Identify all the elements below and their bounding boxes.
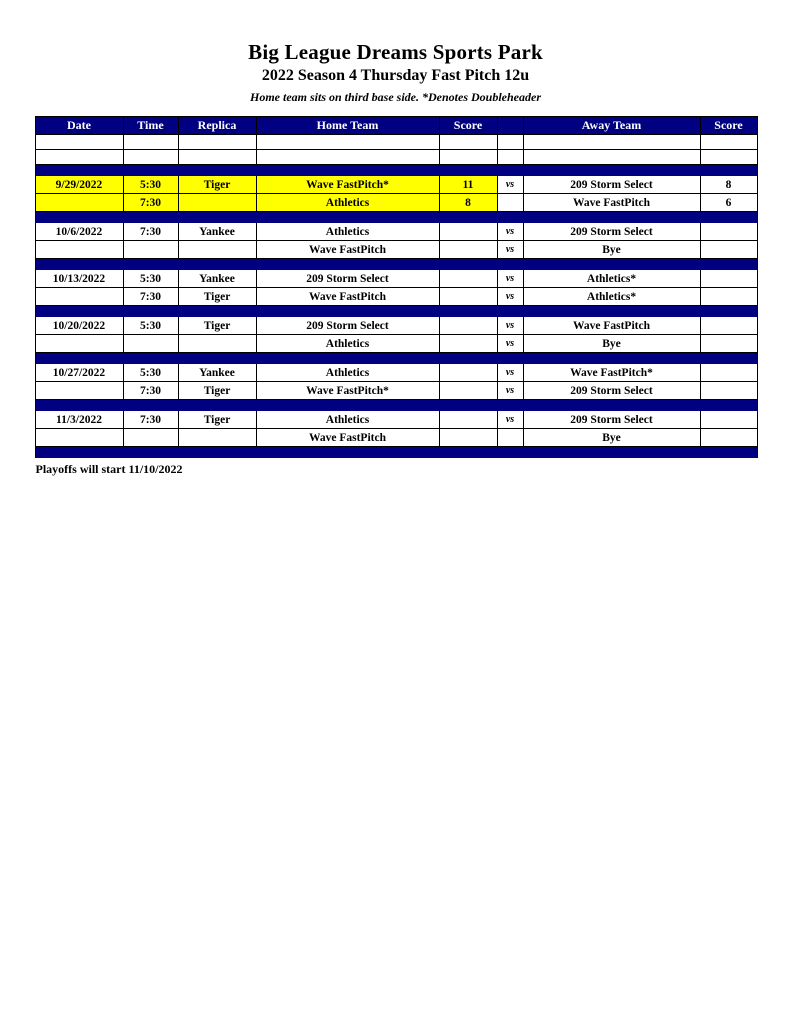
cell-score-home xyxy=(439,429,497,447)
blank-cell xyxy=(35,135,123,150)
column-header-time: Time xyxy=(123,117,178,135)
cell-replica: Yankee xyxy=(178,364,256,382)
cell-score-away xyxy=(700,270,757,288)
cell-away-team: Bye xyxy=(523,335,700,353)
table-row xyxy=(35,176,757,194)
cell-replica: Yankee xyxy=(178,270,256,288)
cell-vs: vs xyxy=(497,317,523,335)
cell-replica: Tiger xyxy=(178,317,256,335)
cell-vs: vs xyxy=(497,241,523,259)
cell-date: 10/6/2022 xyxy=(35,223,123,241)
separator-cell xyxy=(35,353,757,364)
table-separator-row xyxy=(35,306,757,317)
cell-date xyxy=(35,429,123,447)
cell-home-team: Wave FastPitch* xyxy=(256,176,439,194)
cell-replica: Tiger xyxy=(178,382,256,400)
cell-score-away xyxy=(700,364,757,382)
table-row xyxy=(35,194,757,212)
table-row xyxy=(35,382,757,400)
table-separator-row xyxy=(35,400,757,411)
separator-cell xyxy=(35,259,757,270)
blank-cell xyxy=(256,150,439,165)
cell-away-team: Wave FastPitch xyxy=(523,317,700,335)
table-row xyxy=(35,270,757,288)
table-separator-row xyxy=(35,212,757,223)
cell-vs: vs xyxy=(497,382,523,400)
cell-vs: vs xyxy=(497,364,523,382)
cell-home-team: Athletics xyxy=(256,223,439,241)
cell-score-home xyxy=(439,364,497,382)
cell-time: 7:30 xyxy=(123,288,178,306)
cell-home-team: Wave FastPitch xyxy=(256,241,439,259)
cell-score-away xyxy=(700,241,757,259)
cell-date: 10/27/2022 xyxy=(35,364,123,382)
blank-cell xyxy=(178,150,256,165)
cell-date xyxy=(35,288,123,306)
cell-score-away xyxy=(700,288,757,306)
page-title: Big League Dreams Sports Park xyxy=(248,40,543,64)
cell-replica xyxy=(178,194,256,212)
cell-date: 11/3/2022 xyxy=(35,411,123,429)
cell-home-team: Athletics xyxy=(256,411,439,429)
table-row xyxy=(35,411,757,429)
cell-time: 7:30 xyxy=(123,223,178,241)
cell-time xyxy=(123,335,178,353)
cell-date xyxy=(35,241,123,259)
cell-home-team: 209 Storm Select xyxy=(256,317,439,335)
cell-away-team: Bye xyxy=(523,429,700,447)
table-row xyxy=(35,317,757,335)
blank-cell xyxy=(439,150,497,165)
column-header-replica: Replica xyxy=(178,117,256,135)
cell-home-team: Wave FastPitch xyxy=(256,288,439,306)
table-row xyxy=(35,223,757,241)
separator-cell xyxy=(35,306,757,317)
cell-vs xyxy=(497,429,523,447)
cell-score-home xyxy=(439,382,497,400)
seating-note: Home team sits on third base side. *Denotes Doubleheader xyxy=(250,89,541,104)
cell-score-home: 8 xyxy=(439,194,497,212)
cell-replica xyxy=(178,335,256,353)
cell-time: 5:30 xyxy=(123,176,178,194)
cell-away-team: Bye xyxy=(523,241,700,259)
table-row xyxy=(35,429,757,447)
page-subtitle: 2022 Season 4 Thursday Fast Pitch 12u xyxy=(261,67,530,85)
separator-cell xyxy=(35,165,757,176)
cell-vs: vs xyxy=(497,288,523,306)
cell-home-team: 209 Storm Select xyxy=(256,270,439,288)
blank-cell xyxy=(523,150,700,165)
table-row xyxy=(35,241,757,259)
cell-score-away xyxy=(700,429,757,447)
cell-time: 7:30 xyxy=(123,382,178,400)
separator-cell xyxy=(35,400,757,411)
title-block xyxy=(0,40,791,104)
cell-date: 10/20/2022 xyxy=(35,317,123,335)
cell-replica xyxy=(178,241,256,259)
cell-date xyxy=(35,335,123,353)
blank-cell xyxy=(700,135,757,150)
cell-time: 7:30 xyxy=(123,411,178,429)
cell-score-home xyxy=(439,241,497,259)
playoffs-note: Playoffs will start 11/10/2022 xyxy=(35,462,183,477)
column-header-vs xyxy=(497,117,523,135)
cell-replica: Tiger xyxy=(178,288,256,306)
cell-away-team: Wave FastPitch* xyxy=(523,364,700,382)
table-separator-row xyxy=(35,353,757,364)
cell-time: 5:30 xyxy=(123,317,178,335)
cell-date: 10/13/2022 xyxy=(35,270,123,288)
cell-date xyxy=(35,194,123,212)
table-header-row xyxy=(35,117,757,135)
blank-cell xyxy=(35,150,123,165)
table-blank-row xyxy=(35,150,757,165)
separator-cell xyxy=(35,447,757,458)
blank-cell xyxy=(497,135,523,150)
cell-score-away: 6 xyxy=(700,194,757,212)
cell-score-away xyxy=(700,317,757,335)
cell-score-away xyxy=(700,223,757,241)
blank-cell xyxy=(123,135,178,150)
cell-away-team: 209 Storm Select xyxy=(523,411,700,429)
blank-cell xyxy=(523,135,700,150)
table-separator-row xyxy=(35,259,757,270)
cell-replica: Tiger xyxy=(178,411,256,429)
cell-replica: Tiger xyxy=(178,176,256,194)
table-separator-row xyxy=(35,447,757,458)
table-row xyxy=(35,335,757,353)
cell-vs: vs xyxy=(497,411,523,429)
table-row xyxy=(35,364,757,382)
table-separator-row xyxy=(35,165,757,176)
blank-cell xyxy=(256,135,439,150)
cell-score-home xyxy=(439,335,497,353)
cell-time: 5:30 xyxy=(123,364,178,382)
cell-away-team: Athletics* xyxy=(523,288,700,306)
cell-time: 5:30 xyxy=(123,270,178,288)
blank-cell xyxy=(439,135,497,150)
column-header-home-team: Home Team xyxy=(256,117,439,135)
cell-home-team: Wave FastPitch xyxy=(256,429,439,447)
cell-time xyxy=(123,241,178,259)
cell-home-team: Athletics xyxy=(256,364,439,382)
cell-away-team: 209 Storm Select xyxy=(523,223,700,241)
cell-score-home xyxy=(439,317,497,335)
cell-away-team: 209 Storm Select xyxy=(523,176,700,194)
blank-cell xyxy=(123,150,178,165)
cell-replica xyxy=(178,429,256,447)
table-body xyxy=(35,135,757,458)
table-row xyxy=(35,288,757,306)
cell-away-team: 209 Storm Select xyxy=(523,382,700,400)
cell-score-home: 11 xyxy=(439,176,497,194)
cell-date xyxy=(35,382,123,400)
blank-cell xyxy=(178,135,256,150)
cell-vs: vs xyxy=(497,335,523,353)
cell-score-away: 8 xyxy=(700,176,757,194)
cell-home-team: Wave FastPitch* xyxy=(256,382,439,400)
cell-score-away xyxy=(700,411,757,429)
table-header xyxy=(35,117,757,135)
cell-score-home xyxy=(439,288,497,306)
cell-away-team: Athletics* xyxy=(523,270,700,288)
cell-away-team: Wave FastPitch xyxy=(523,194,700,212)
cell-score-home xyxy=(439,411,497,429)
blank-cell xyxy=(700,150,757,165)
column-header-date: Date xyxy=(35,117,123,135)
cell-replica: Yankee xyxy=(178,223,256,241)
cell-vs: vs xyxy=(497,223,523,241)
column-header-score-away: Score xyxy=(700,117,757,135)
schedule-table-wrap xyxy=(35,116,757,458)
cell-score-home xyxy=(439,223,497,241)
separator-cell xyxy=(35,212,757,223)
cell-vs xyxy=(497,194,523,212)
cell-vs: vs xyxy=(497,176,523,194)
cell-score-home xyxy=(439,270,497,288)
column-header-away-team: Away Team xyxy=(523,117,700,135)
cell-score-away xyxy=(700,382,757,400)
cell-time xyxy=(123,429,178,447)
blank-cell xyxy=(497,150,523,165)
schedule-table xyxy=(35,116,758,458)
cell-date: 9/29/2022 xyxy=(35,176,123,194)
table-blank-row xyxy=(35,135,757,150)
column-header-score-home: Score xyxy=(439,117,497,135)
cell-home-team: Athletics xyxy=(256,335,439,353)
cell-time: 7:30 xyxy=(123,194,178,212)
cell-score-away xyxy=(700,335,757,353)
cell-home-team: Athletics xyxy=(256,194,439,212)
cell-vs: vs xyxy=(497,270,523,288)
